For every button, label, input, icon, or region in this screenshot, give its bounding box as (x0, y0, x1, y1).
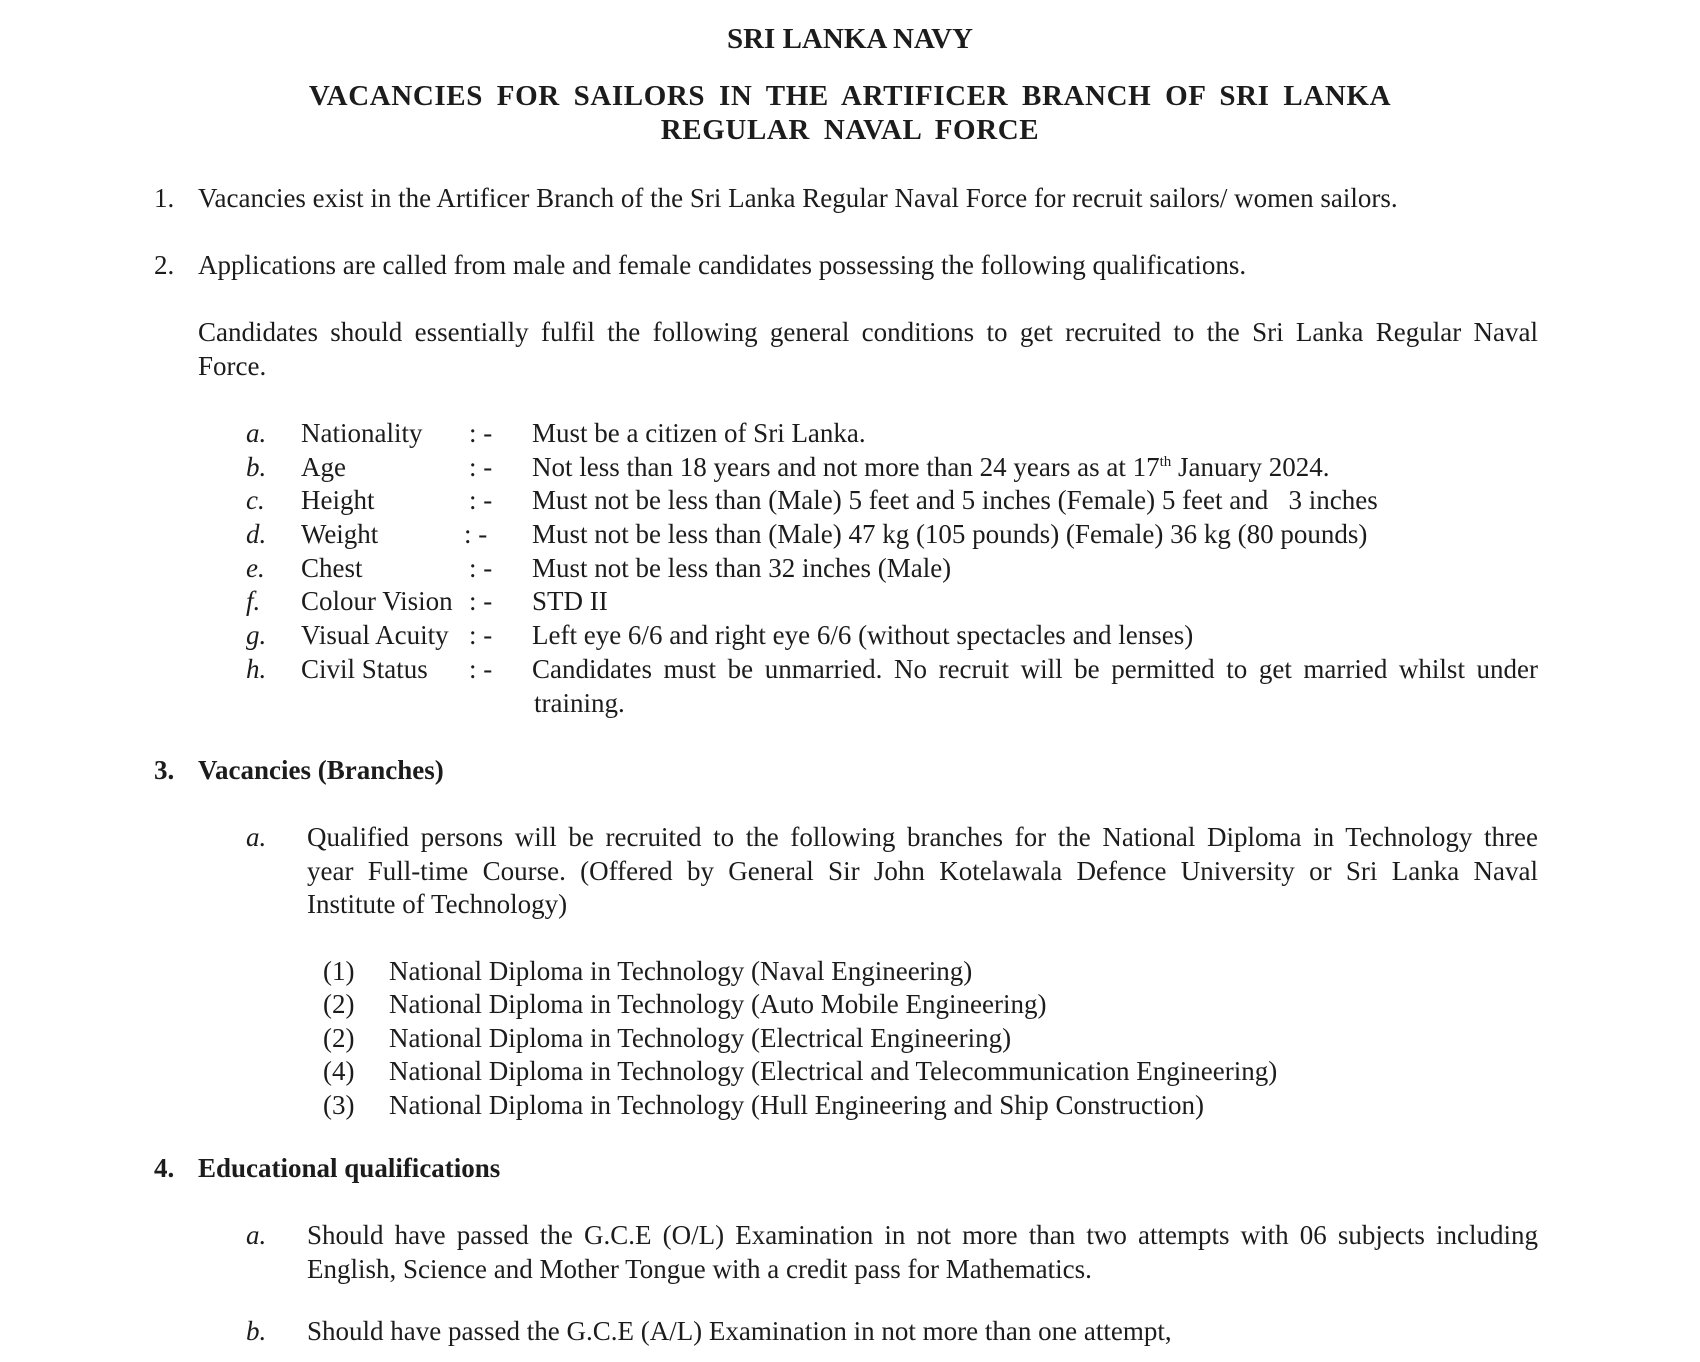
section-3-item-a-line-1: Qualified persons will be recruited to the following branches for the National Diploma in Technology three (307, 822, 1538, 852)
section-4-item-b-line-1: Should have passed the G.C.E (A/L) Examination in not more than one attempt, (307, 1316, 1172, 1346)
condition-letter: a. (246, 418, 267, 448)
condition-letter: f. (246, 586, 261, 616)
section-4-heading: Educational qualifications (198, 1153, 501, 1183)
age-value-text: Not less than 18 years and not more than 24 years as at 17 (532, 452, 1160, 482)
section-3-item-a-letter: a. (246, 822, 267, 852)
course-name: National Diploma in Technology (Naval Engineering) (389, 956, 973, 986)
course-name: National Diploma in Technology (Auto Mobile Engineering) (389, 989, 1047, 1019)
condition-label: Colour Vision (301, 586, 453, 616)
section-3-item-a-line-2: year Full-time Course. (Offered by General Sir John Kotelawala Defence University or Sri Lanka Naval (307, 855, 1538, 886)
course-number: (4) (323, 1056, 355, 1086)
condition-row-weight (0, 518, 1700, 552)
conditions-intro (198, 316, 1538, 383)
section-3-item-a-line-3: Institute of Technology) (307, 889, 568, 919)
condition-row-age (0, 451, 1700, 485)
condition-value: Must be a citizen of Sri Lanka. (532, 418, 866, 448)
course-number: (2) (323, 1023, 355, 1053)
course-name: National Diploma in Technology (Hull Engineering and Ship Construction) (389, 1090, 1204, 1120)
section-2-text: Applications are called from male and female candidates possessing the following qualifications. (198, 250, 1247, 280)
condition-separator: : - (469, 452, 493, 482)
condition-value: Left eye 6/6 and right eye 6/6 (without spectacles and lenses) (532, 620, 1194, 650)
section-3-number: 3. (154, 755, 175, 785)
condition-label: Age (301, 452, 346, 482)
condition-separator: : - (469, 418, 493, 448)
condition-value: STD II (532, 586, 608, 616)
condition-value (532, 653, 1538, 720)
condition-separator: : - (464, 519, 488, 549)
condition-letter: d. (246, 519, 267, 549)
condition-label: Height (301, 485, 375, 515)
section-4-item-a-letter: a. (246, 1220, 267, 1250)
condition-letter: h. (246, 654, 267, 684)
course-number: (2) (323, 989, 355, 1019)
civil-status-line-2: training. (534, 687, 625, 718)
condition-value (532, 451, 1329, 485)
course-number: (3) (323, 1090, 355, 1120)
condition-letter: g. (246, 620, 267, 650)
condition-value: Must not be less than 32 inches (Male) (532, 553, 952, 583)
conditions-intro-line-2: Force. (198, 350, 267, 381)
course-name: National Diploma in Technology (Electrical and Telecommunication Engineering) (389, 1056, 1278, 1086)
condition-separator: : - (469, 553, 493, 583)
condition-separator: : - (469, 485, 493, 515)
condition-label: Civil Status (301, 654, 428, 684)
section-4-item-b-text (307, 1315, 1538, 1349)
page-subtitle-line-1: VACANCIES FOR SAILORS IN THE ARTIFICER BRANCH OF SRI LANKA (308, 80, 1392, 112)
condition-row-height (0, 484, 1700, 518)
condition-value: Must not be less than (Male) 5 feet and 5 inches (Female) 5 feet and 3 inches (532, 485, 1378, 515)
section-3-item-a-text (307, 821, 1538, 922)
condition-row-nationality (0, 417, 1700, 451)
section-4-item-a-text (307, 1219, 1538, 1286)
condition-letter: b. (246, 452, 267, 482)
course-number: (1) (323, 956, 355, 986)
conditions-intro-line-1: Candidates should essentially fulfil the following general conditions to get recruited to the Sri Lanka Regular Naval (198, 317, 1538, 347)
section-4-item-a-line-1: Should have passed the G.C.E (O/L) Examination in not more than two attempts with 06 subjects including (307, 1220, 1538, 1250)
page-title: SRI LANKA NAVY (726, 23, 974, 55)
section-4-item-a-line-2: English, Science and Mother Tongue with a credit pass for Mathematics. (307, 1253, 1092, 1284)
condition-separator: : - (469, 586, 493, 616)
section-1-number: 1. (154, 183, 175, 213)
condition-letter: c. (246, 485, 265, 515)
condition-value: Must not be less than (Male) 47 kg (105 pounds) (Female) 36 kg (80 pounds) (532, 519, 1368, 549)
section-2-number: 2. (154, 250, 175, 280)
civil-status-line-1: Candidates must be unmarried. No recruit will be permitted to get married whilst under (532, 654, 1538, 684)
condition-row-civil-status (0, 653, 1700, 721)
section-4-number: 4. (154, 1153, 175, 1183)
condition-label: Visual Acuity (301, 620, 449, 650)
condition-separator: : - (469, 654, 493, 684)
condition-label: Weight (301, 519, 379, 549)
section-4-item-b-letter: b. (246, 1316, 267, 1346)
condition-label: Chest (301, 553, 363, 583)
section-1-text: Vacancies exist in the Artificer Branch of the Sri Lanka Regular Naval Force for recruit sailors/ women sailors. (198, 183, 1398, 213)
condition-row-chest (0, 552, 1700, 586)
condition-row-colour-vision (0, 585, 1700, 619)
condition-row-visual-acuity (0, 619, 1700, 653)
course-name: National Diploma in Technology (Electrical Engineering) (389, 1023, 1012, 1053)
age-value-date: January 2024. (1171, 452, 1330, 482)
page-subtitle-line-2: REGULAR NAVAL FORCE (660, 114, 1040, 146)
section-3-heading: Vacancies (Branches) (198, 755, 444, 785)
condition-letter: e. (246, 553, 265, 583)
condition-separator: : - (469, 620, 493, 650)
condition-label: Nationality (301, 418, 423, 448)
ordinal-suffix: th (1159, 454, 1172, 470)
